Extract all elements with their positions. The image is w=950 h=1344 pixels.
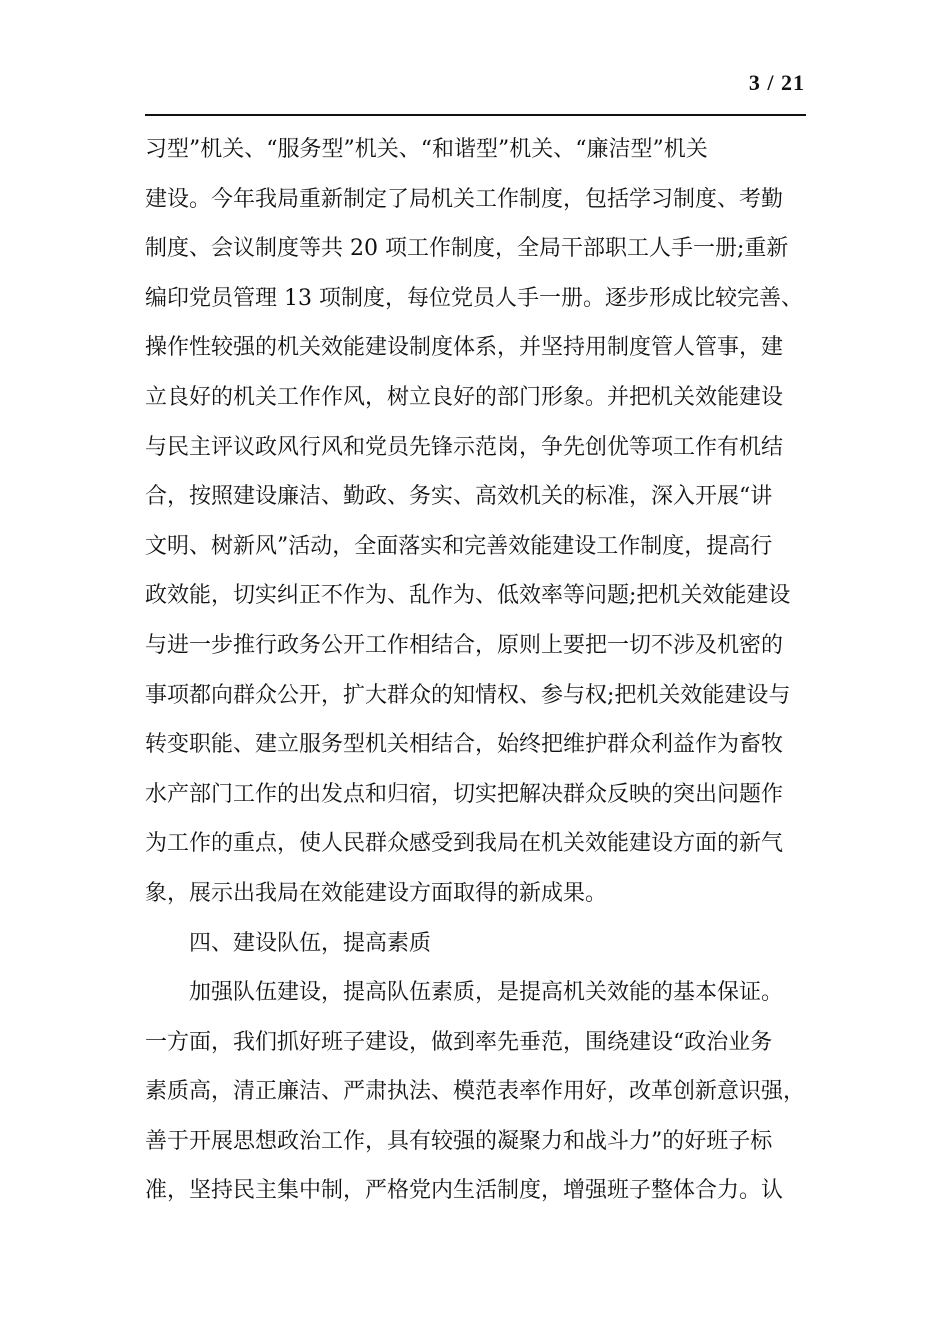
text-line: 编印党员管理 13 项制度，每位党员人手一册。逐步形成比较完善、 [145,285,803,311]
section-heading: 四、建设队伍，提高素质 [189,930,432,956]
text-line: 水产部门工作的出发点和归宿，切实把解决群众反映的突出问题作 [145,781,784,807]
text-line: 善于开展思想政治工作，具有较强的凝聚力和战斗力”的好班子标 [145,1128,773,1154]
text-line: 制度、会议制度等共 20 项工作制度，全局干部职工人手一册;重新 [145,236,789,262]
text-line: 事项都向群众公开，扩大群众的知情权、参与权;把机关效能建设与 [145,682,791,708]
text-line: 习型”机关、“服务型”机关、“和谐型”机关、“廉洁型”机关 [145,137,708,162]
text-line: 合，按照建设廉洁、勤政、务实、高效机关的标准，深入开展“讲 [145,484,773,510]
text-line: 素质高，清正廉洁、严肃执法、模范表率作用好，改革创新意识强， [145,1079,806,1105]
document-body [145,125,806,1216]
text-line: 操作性较强的机关效能建设制度体系，并坚持用制度管人管事，建 [145,335,784,361]
text-line: 立良好的机关工作作风，树立良好的部门形象。并把机关效能建设 [145,384,784,410]
text-line: 与进一步推行政务公开工作相结合，原则上要把一切不涉及机密的 [145,632,784,658]
text-line: 文明、树新风”活动，全面落实和完善效能建设工作制度，提高行 [145,533,773,559]
text-line: 政效能，切实纠正不作为、乱作为、低效率等问题;把机关效能建设 [145,583,791,609]
header-divider [145,114,806,116]
text-line: 为工作的重点，使人民群众感受到我局在机关效能建设方面的新气 [145,831,784,857]
text-line: 加强队伍建设，提高队伍素质，是提高机关效能的基本保证。 [189,980,784,1006]
text-line: 转变职能、建立服务型机关相结合，始终把维护群众利益作为畜牧 [145,732,784,758]
text-line: 与民主评议政风行风和党员先锋示范岗，争先创优等项工作有机结 [145,434,784,460]
text-line: 象，展示出我局在效能建设方面取得的新成果。 [145,880,608,906]
text-line: 准，坚持民主集中制，严格党内生活制度，增强班子整体合力。认 [145,1178,784,1204]
text-line: 建设。今年我局重新制定了局机关工作制度，包括学习制度、考勤 [145,186,784,212]
page-number: 3 / 21 [748,70,805,95]
text-line: 一方面，我们抓好班子建设，做到率先垂范，围绕建设“政治业务 [145,1029,773,1055]
